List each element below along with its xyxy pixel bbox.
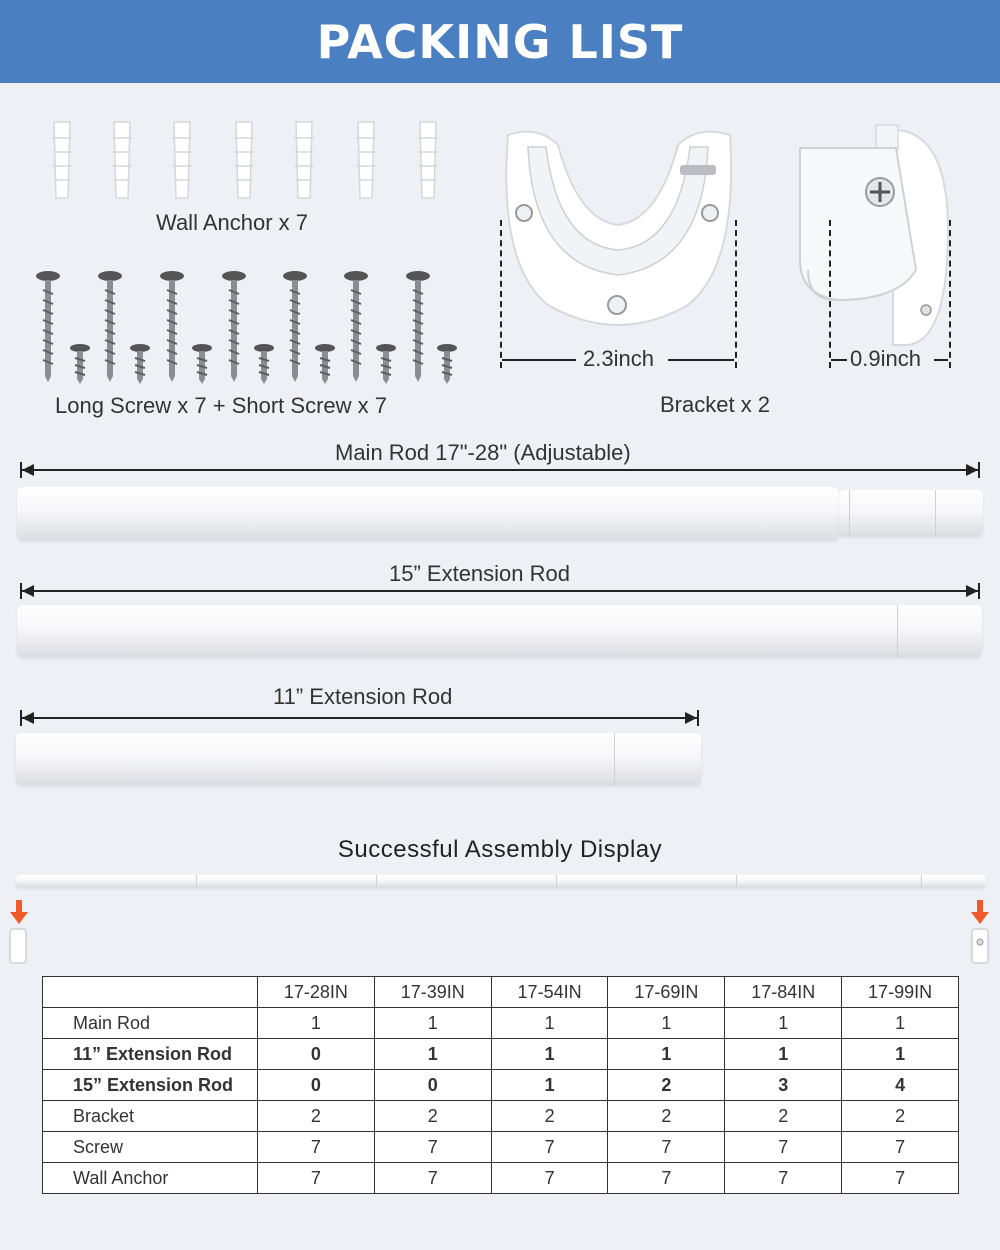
short-screw-icon: [192, 344, 212, 384]
table-header-row: [43, 977, 959, 1008]
table-cell: 2: [842, 1101, 959, 1132]
wall-anchor-icon: [52, 122, 72, 198]
table-cell: 2: [491, 1101, 608, 1132]
main-rod-outer: [17, 487, 839, 540]
row-label: Wall Anchor: [43, 1163, 258, 1194]
bracket-width-guide-right: [735, 220, 737, 368]
row-label: Bracket: [43, 1101, 258, 1132]
long-screw-icon: [222, 271, 246, 382]
table-cell: 1: [491, 1039, 608, 1070]
table-row: [43, 1101, 959, 1132]
wall-anchor-icon: [418, 122, 438, 198]
table-cell: 1: [725, 1008, 842, 1039]
table-cell: 7: [842, 1132, 959, 1163]
short-screw-icon: [130, 344, 150, 384]
short-screw-icon: [70, 344, 90, 384]
screw-icons: [34, 270, 464, 385]
table-cell: 1: [258, 1008, 375, 1039]
table-cell: 7: [725, 1132, 842, 1163]
table-cell: 7: [258, 1132, 375, 1163]
table-cell: 1: [491, 1070, 608, 1101]
short-screw-icon: [376, 344, 396, 384]
short-screw-icon: [437, 344, 457, 384]
bracket-front-icon: [498, 125, 740, 335]
bracket-width-label: 2.3inch: [583, 346, 654, 371]
table-header-cell: 17-54IN: [491, 977, 608, 1008]
table-cell: 1: [491, 1008, 608, 1039]
table-cell: 7: [725, 1163, 842, 1194]
down-arrow-icon: [9, 900, 29, 926]
row-label: 15” Extension Rod: [43, 1070, 258, 1101]
table-header-cell: 17-39IN: [374, 977, 491, 1008]
ext15-rod-label: 15” Extension Rod: [389, 561, 570, 586]
table-row: [43, 1163, 959, 1194]
row-label: Main Rod: [43, 1008, 258, 1039]
table-cell: 1: [374, 1039, 491, 1070]
main-rod-dimension-line: [22, 469, 978, 471]
wall-anchor-icon: [112, 122, 132, 198]
bracket-small-icon: [6, 927, 30, 967]
table-cell: 7: [374, 1163, 491, 1194]
table-row: [43, 1039, 959, 1070]
table-cell: 1: [374, 1008, 491, 1039]
long-screw-icon: [344, 271, 368, 382]
table-cell: 1: [725, 1039, 842, 1070]
ext11-dimension-line: [22, 717, 697, 719]
table-header-cell: [43, 977, 258, 1008]
table-row: [43, 1070, 959, 1101]
bracket-depth-label: 0.9inch: [850, 346, 921, 371]
table-cell: 7: [491, 1132, 608, 1163]
bracket-side-icon: [798, 120, 950, 350]
bracket-small-icon: [968, 927, 992, 967]
short-screw-icon: [254, 344, 274, 384]
table-header-cell: 17-84IN: [725, 977, 842, 1008]
table-row: [43, 1008, 959, 1039]
assembled-rod: [16, 875, 986, 887]
assembly-table: [42, 976, 959, 1194]
table-cell: 3: [725, 1070, 842, 1101]
table-cell: 2: [725, 1101, 842, 1132]
page-title: PACKING LIST: [316, 14, 684, 69]
table-header-cell: 17-99IN: [842, 977, 959, 1008]
table-cell: 7: [608, 1132, 725, 1163]
row-label: 11” Extension Rod: [43, 1039, 258, 1070]
table-cell: 2: [374, 1101, 491, 1132]
table-cell: 1: [608, 1008, 725, 1039]
header-banner: [0, 0, 1000, 83]
row-label: Screw: [43, 1132, 258, 1163]
wall-anchor-label: Wall Anchor x 7: [156, 210, 309, 235]
main-rod-label: Main Rod 17"-28" (Adjustable): [335, 440, 631, 465]
bracket-width-guide-left: [500, 220, 502, 368]
table-cell: 1: [608, 1039, 725, 1070]
table-cell: 2: [608, 1101, 725, 1132]
table-cell: 7: [842, 1163, 959, 1194]
wall-anchor-icon: [172, 122, 192, 198]
table-row: [43, 1132, 959, 1163]
ext11-rod: [16, 733, 701, 785]
table-cell: 2: [258, 1101, 375, 1132]
table-header-cell: 17-69IN: [608, 977, 725, 1008]
main-rod-inner: [839, 490, 983, 536]
table-cell: 7: [608, 1163, 725, 1194]
table-cell: 1: [842, 1008, 959, 1039]
table-header-cell: 17-28IN: [258, 977, 375, 1008]
wall-anchor-icons: [40, 118, 450, 210]
ext15-rod: [17, 605, 982, 657]
table-cell: 4: [842, 1070, 959, 1101]
table-cell: 0: [258, 1070, 375, 1101]
ext11-rod-label: 11” Extension Rod: [273, 684, 453, 709]
wall-anchor-icon: [294, 122, 314, 198]
short-screw-icon: [315, 344, 335, 384]
long-screw-icon: [160, 271, 184, 382]
ext15-dimension-line: [22, 590, 978, 592]
table-cell: 7: [258, 1163, 375, 1194]
wall-anchor-icon: [234, 122, 254, 198]
down-arrow-icon: [970, 900, 990, 926]
table-cell: 1: [842, 1039, 959, 1070]
long-screw-icon: [98, 271, 122, 382]
table-cell: 7: [491, 1163, 608, 1194]
long-screw-icon: [36, 271, 60, 382]
screw-label: Long Screw x 7 + Short Screw x 7: [55, 393, 387, 418]
long-screw-icon: [283, 271, 307, 382]
table-cell: 7: [374, 1132, 491, 1163]
table-cell: 2: [608, 1070, 725, 1101]
wall-anchor-icon: [356, 122, 376, 198]
assembly-title: Successful Assembly Display: [337, 836, 663, 863]
long-screw-icon: [406, 271, 430, 382]
bracket-label: Bracket x 2: [660, 392, 771, 417]
table-cell: 0: [258, 1039, 375, 1070]
table-cell: 0: [374, 1070, 491, 1101]
